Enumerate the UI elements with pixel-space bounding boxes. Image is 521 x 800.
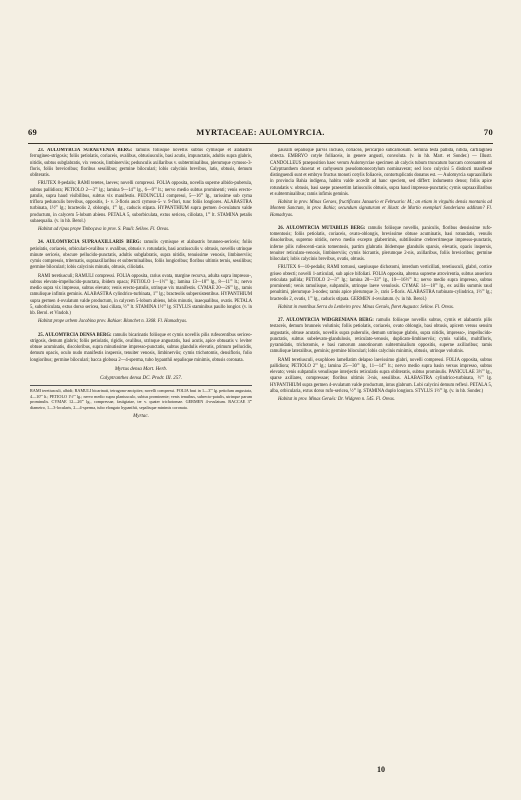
- left-column: [30, 148, 252, 760]
- species-entry-25: [30, 333, 252, 420]
- entry-heading: 27. AULOMYRCIA WIDGRENIANA BERG:: [278, 318, 374, 323]
- continued-entry: [270, 148, 492, 219]
- entry-diagnosis: ramulis cymisque et alabastris brunneo-sericeis; foliis petiolatis, coriaceis, orbiculari-ovalibus v. ovalibus, obtusis v. rotundatis, basi acutiusculis v. obtusis, novellis utrinque minute sericeis, obscure pellucido-punctatis, adultis subglabratis, supra nitidis, tenuissime venosis, limbinerviis; cymis compressis, triternatis, supraaxillaribus et subterminalibus, foliis longioribus; floribus ultimis ternis, sessilibus; germine biloculari; lobis calycinis minutis, obtusis, ciliolatis.: [30, 240, 252, 271]
- entry-diagnosis: ramulis foliisque novellis subtus cymisque et alabastris ferrugineo-strigosis; foliis petiolatis, coriaceis, ovalibus, obtusiusculis, basi acutis, impunctatis, adultis supra glabris, nitidis, subtus subglabratis, vix venosis, limbinerviis; pedunculis axillaribus v. subterminalibus, plerumque cymoso-3-floris, foliis brevioribus; floribus sessilibus; germine biloculari; lobis calycinis brevibus, latis, obtusis, demum obliteratis.: [30, 148, 252, 178]
- entry-habitat: Habitat in montibus Serra do Lenheiro prov. Minas Geraës, floret Augusto: Sellow. Fl. Oreas.: [278, 304, 454, 310]
- entry-description: FRUTEX 8-pedalis; RAMI teretes, laeves; novelli compressi. FOLIA opposita, novella superne albido-puberula, subtus pallidiora; PETIOLO 2—3''' lg.; lamina 9—14''' lg., 6—9''' lt.; nervo medio subtus prominenti; venis erecto-patulis, supra haud visibilibus, subtus vix manifestis. PEDUNCULI compressi, 5—16''' lg., rarissime sub cyma triflora pedunculis brevibus, oppositis, 1- v. 3-floris aucti cymoso-5- v. 9-flori, tunc foliis longiores. ALABASTRA turbinata, 1½''' lg.; bracteolis 2, oblongis, 1''' lg., caducis stipata. HYPANTHIUM supra germen 4-ovulatum valde productum, in calycem 5-lobum abiens. PETALA 5, suborbiculata, extus sericea, ciliolata, 1''' lt. STAMINA petalis subaequalia. (v. in hb. Berol.): [30, 181, 252, 224]
- entry-description: RAMI teretiusculi; RAMULI compressi. FOLIA opposita, rarius ovata, margine recurva, adulta supra impresso-, subtus elevato-impellucido-punctata, ibidem opaca; PETIOLO 1—1½''' lg.; lamina 13—18''' lg., 8—11''' lt.; nervo medio supra vix impresso, subtus elevato; venis erecto-patulis, utrinque vix manifestis. CYMAE 20—26''' lg., ramis ramulisque infimis geminis. ALABASTRA cylindrico-turbinata, 1''' lg.; bracteolis subpersistentibus. HYPANTHIUM supra germen 4-ovulatum valde productum, in calycem 5-lobum abiens, lobis minutis, inaequalibus, ovatis. PETALA 5, suborbiculata, extus dorso sericea, basi ciliata, ½''' lt. STAMINA 1½''' lg. STYLUS staminibus paullo longior. (v. in hb. Berol. et Vindob.): [30, 273, 252, 316]
- entry-continuation: pauxilli sepalisque parvis incluso, coriacea, pericarpio subcarnosum. Semina testa pallida, nitida, cartilaginea obtecta. EMBRYO cotyle folliaceis, in genere angusti, convoluta. (v. in hb. Mart. et Sonder.) — Illustr. CANDOLLEUS praeposition haec verum Aulomyrciae specimen ab calycis tubum truncatum baccam coronantem ad Calyptranthem duxerat et carhyseum pseudomonocotylum nominaverat; sed loco culycini 5 distincti manifeste distinguendi sunt et embryo fructus monoti cotylis foliaceis, contortuplicatis donatus est. — Aulomyrcia supraaxillaris in provincia Bahia indigena, habitu valde accedit ad hanc speciem, sed differt: indumento denso; foliis apice rotundatis v. obtusis, basi saepe praesertim latiusculis obtusis, supra haud impresso-punctatis; cymis supraaxillaribus et subterminalibus; ramis infimis geminis.: [270, 148, 492, 197]
- running-title: MYRTACEAE: AULOMYRCIA.: [196, 127, 325, 137]
- entry-footnote: RAMI teretiusculi, albidi; RAMULI bicarinati, tetragono-ancipites; novelli compressi. FOLIA basi in 1—3''' lg. petiolum angustata, 4—10''' lt.; PETIOLO 1½''' lg.; nervo medio supra planiusculo, subtus prominente; venis tenuibus, subrecto-patulis, utrinque parum prominulis. CYMAE 12—26''' lg., compressae, fastigiatae, ter v. quater trichotomae. GERMEN 4-ovulatum. BACCAE 3''' diametro, 1—3-locularis, 2—4-sperma, tubo elongato hypanthii, sepalisque minimis coronata.: [30, 385, 252, 410]
- entry-habitat: Habitat prope urbem Jacobina prov. Bahiae: Blanchet n. 3368. Fl. Hamadryas.: [38, 319, 188, 325]
- entry-habitat: Habitat ad ripas prope Tinboçava in prov. S. Pauli: Sellow. Fl. Oreas.: [38, 227, 170, 232]
- page-number-right: 70: [483, 127, 493, 137]
- species-entry-23: [30, 148, 252, 233]
- entry-heading: 24. AULOMYRCIA SUPRAAXILLARIS BERG:: [38, 240, 142, 246]
- entry-description: FRUTEX 6—10-pedalis; RAMI tortuosi, saepiusque dichotomi, interdum verticillati, teretiusculi, glabri, cortice griseo obtecti; novelli 1-articulati, sub apice bifoliati. FOLIA opposita, alterna supreme atrovirentia, subtus anseriora reticulata pallida; PETIOLO 2—3''' lg.; lamina 20—33''' lg., 10—16½''' lt.; nervo medio supra impresso, subtus prominenti; venis ramulisque, subpatulis, utrinque laeve venulosis. CYMAE 14—18''' lg., ex axillis summis raud penultimi, plerumque 3-nodes; ramis apice plerumque 3-, raris 5-floris. ALABASTRA turbinato-cylindrica, 1½''' lg.; bracteolis 2, ovatis, 1''' lg., caducis stipata. GERMEN 4-ovulatum. (v. in hb. Berol.): [270, 265, 492, 302]
- entry-heading: 25. AULOMYRCIA DENSA BERG:: [38, 332, 112, 338]
- page-number-left: 69: [28, 127, 38, 137]
- synonym-subline: Calyptranthes densa DC. Prodr. III. 257.: [100, 376, 182, 381]
- species-entry-27: [270, 318, 492, 403]
- entry-habitat: Habitat in prov. Minas Geraes, fructificans Januario et Februario: M.; an etiam in virgultis densis montanis ad Montem Sanctum, in prov. Bahia; secundum signaturam et illustr. de Martio exemplari Sonderiano additam? Fl. Hamadryas.: [270, 200, 492, 218]
- entry-heading: 23. AULOMYRCIA SURAEVENIA BERG:: [38, 148, 133, 153]
- entry-habitat: Habitat in prov. Minas Geraës: Dr. Widgren n. 545. Fl. Oreas.: [278, 397, 395, 402]
- entry-diagnosis: ramulis foliisque novellis, paniculis, floribus densissime rufo-tomentosis; foliis petiolatis, coriaceis, ovato-oblongis, brevissime obtuse acuminatis, basi rotundatis, venulis dissoloribus, supremo nitidis, nervo medio excepto glaberrimis, subtilissime crebrerrimeque impresso-punctatis, inferne pilis rufescenti-canis tomentosis, partim glabratis ibidemque glandulis sparsis, elevatis, opacis inspersis, tenuiter reticulato-venosis, limbinerviis; cymis bicrantis, plerumque 2-nis, axillaribus, foliis brevioribus; germine biloculari; lobis calycinis brevibus, ovatis, obtusis.: [270, 225, 492, 262]
- species-entry-24: [30, 240, 252, 325]
- header-rule: [28, 143, 493, 144]
- entry-heading: 26. AULOMYRCIA MUTABILIS BERG:: [278, 225, 366, 231]
- page-header: [28, 127, 493, 141]
- signature-mark: 10: [377, 765, 385, 774]
- entry-description: RAMI teretiusculi, exophloeo lamellatim delapso laevissimo glabri, novelli compressi. FOLIA opposita, subtus pallidiora; PETIOLO 2''' lg.; lamina 25—30''' lg., 11—14''' lt.; nervo medio supra basin versus impresso, subtus elevato; venis subpatulis venulisque interjectis reticulatis supra obliteratis, subtus prominulis. PANICULAE 3½''' lg., sparse axillares, compressae; floribus ultimis 3-nis, sessilibus. ALABASTRA cylindrico-turbinata, ½''' lg. HYPANTHIUM supra germen 4-ovulatum valde productum, intus glabrum. Lobi calycini demum reflexi. PETALA 5, alba, orbicularia, extus dorso rufo-sericea, ½''' lg. STAMINA duplo longiora. STYLUS 1½''' lg. (v. in hb. Sonder.): [270, 357, 492, 394]
- entry-diagnosis: ramulis foliisque novellis subtus, cymis et alabastris pilis testaceis, demum brunneis volutinis; foliis petiolatis, coriaceis, ovato oblongis, basi obtusis, apicem versus sensim angustatis, obtuse acutatis, novellis supra puberulis, demum utrinque glabris, supra nitidis, impresso-, impellucido-punctatis, subtus subelevato-glandulosis, reticulato-venosis, duplicato-limbinerviis; cymis validis, multifloris, pyramidatis, trichotomis, e basi ramorum annotinorum subterminalium oppositis, superne axillaribus; ramis ramulisque lateralibus, geminis; germine biloculari; lobis calycinis minimis, obtusis, utrinque volutinis.: [270, 318, 492, 355]
- species-entry-26: [270, 226, 492, 311]
- synonym-line: Myrtus densa Mart. Herb.: [114, 366, 168, 372]
- right-column: [270, 148, 492, 760]
- footer-label: Myrtac.: [133, 413, 149, 419]
- entry-diagnosis: ramulis bicarinatis foliisque et cymis novellis pilis rufescentibus sericeo-strigosis, demum glabris; foliis petiolatis, rigidis, ovalibus, utrinque angustatis, basi acutis, apice obtusatis v. leviter obtuse acuminatis, discoloribus, supra minutissime impresso-punctatis, subtus glandulis elevatis, primum pellucidis, demum opacis, oculo nudo manifestis inspersis, tenuiter venosis, limbinerviis; cymis trichotomis, densifloris, folio longioribus; germine biloculari; bacca globosa 2—4-sperma, tubo hypanthii sepalisque minimis, obtusis coronata.: [30, 332, 252, 363]
